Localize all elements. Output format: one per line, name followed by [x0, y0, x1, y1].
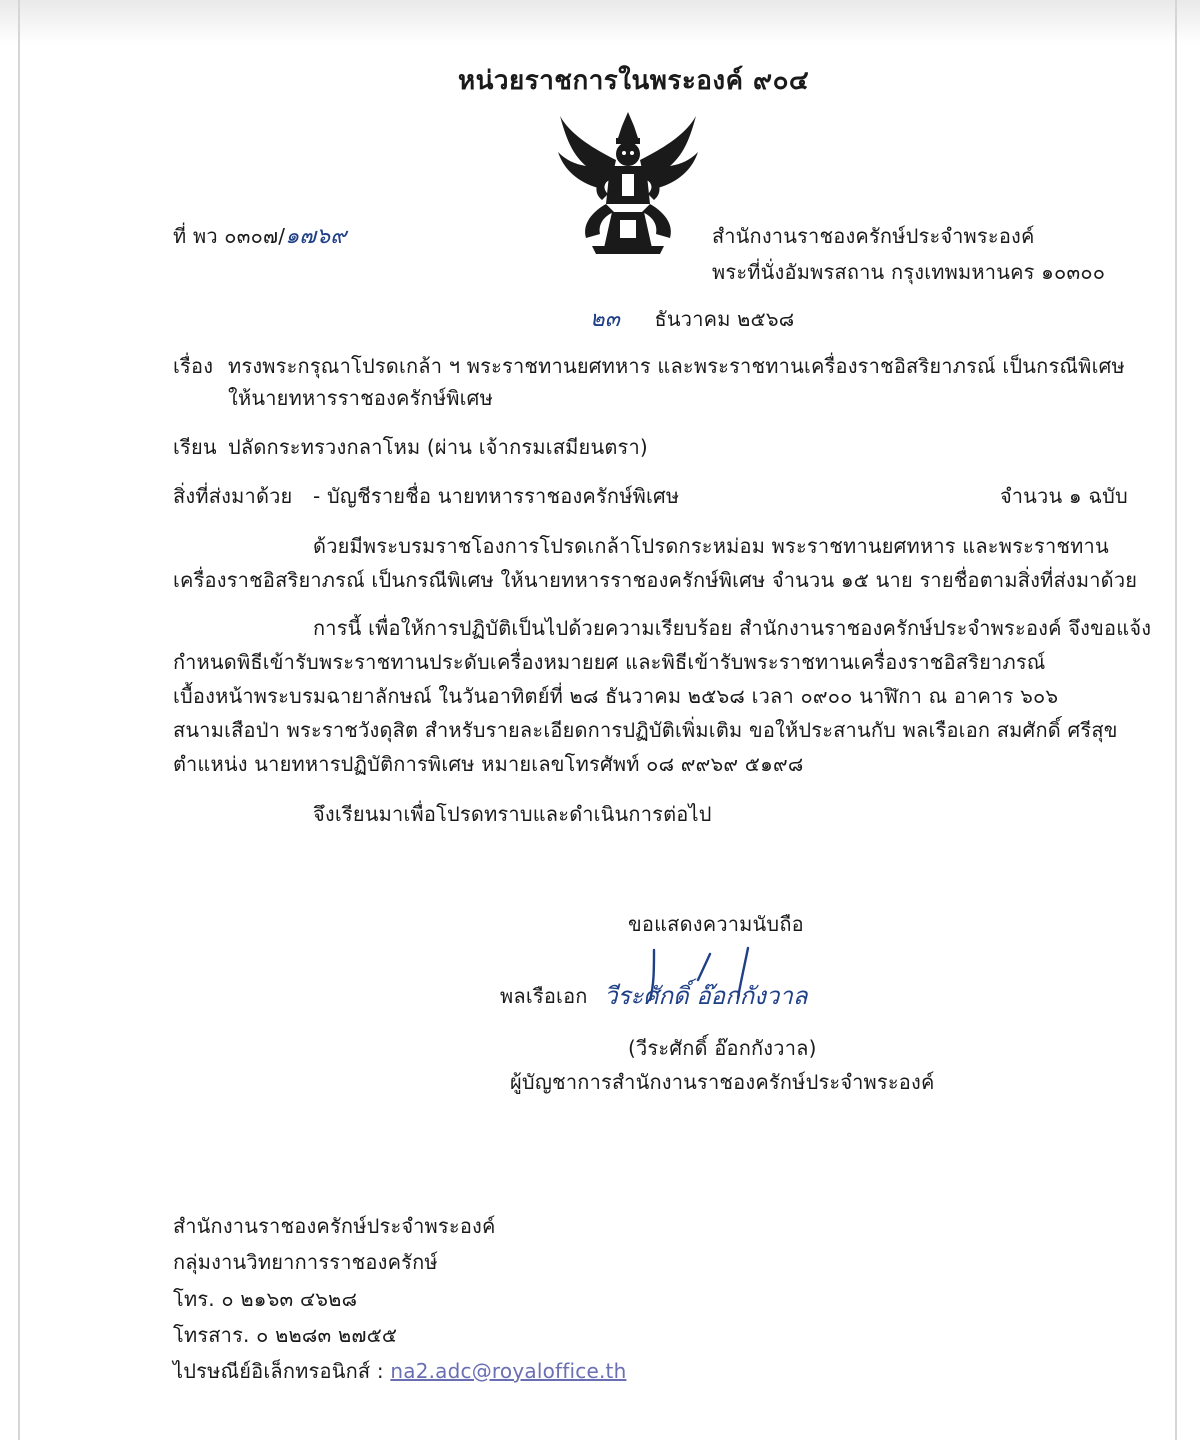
subject-label: เรื่อง [173, 354, 214, 378]
footer-telephone: โทร. ๐ ๒๑๖๓ ๔๖๒๘ [173, 1287, 358, 1311]
office-address: พระที่นั่งอัมพรสถาน กรุงเทพมหานคร ๑๐๓๐๐ [712, 260, 1106, 284]
recipient-label: เรียน [173, 435, 217, 459]
reference-number [173, 222, 347, 251]
recipient-value: ปลัดกระทรวงกลาโหม (ผ่าน เจ้ากรมเสมียนตรา) [228, 435, 648, 459]
garuda-emblem-icon [552, 108, 704, 258]
footer-fax: โทรสาร. ๐ ๒๒๘๓ ๒๗๕๕ [173, 1323, 398, 1347]
enclosure-item: - บัญชีรายชื่อ นายทหารราชองครักษ์พิเศษ [313, 484, 680, 508]
body-paragraph-2-line-1: การนี้ เพื่อให้การปฏิบัติเป็นไปด้วยความเรียบร้อย สำนักงานราชองครักษ์ประจำพระองค์ จึงขอแจ้ง [313, 616, 1152, 640]
scan-right-edge [1175, 0, 1177, 1440]
footer-office: สำนักงานราชองครักษ์ประจำพระองค์ [173, 1214, 496, 1238]
footer-email-label: ไปรษณีย์อิเล็กทรอนิกส์ : [173, 1359, 384, 1383]
footer-email-row [173, 1357, 626, 1385]
reference-prefix: ที่ พว ๐๓๐๗/ [173, 224, 286, 248]
scan-left-edge [18, 0, 20, 1440]
body-paragraph-2-line-3: เบื้องหน้าพระบรมฉายาลักษณ์ ในวันอาทิตย์ที่ ๒๘ ธันวาคม ๒๕๖๘ เวลา ๐๙๐๐ นาฬิกา ณ อาคาร ๖๐๖ [173, 684, 1059, 708]
footer-email-link[interactable]: na2.adc@royaloffice.th [390, 1359, 627, 1383]
enclosure-count: จำนวน ๑ ฉบับ [1000, 484, 1128, 508]
enclosure-label: สิ่งที่ส่งมาด้วย [173, 484, 293, 508]
signature-text: วีระศักดิ์ อ๊อกกังวาล [604, 982, 808, 1010]
reference-handwritten-number: ๑๗๖๙ [285, 224, 347, 249]
document-date [590, 305, 794, 334]
subject-line-2: ให้นายทหารราชองครักษ์พิเศษ [228, 386, 493, 410]
subject-line-1: ทรงพระกรุณาโปรดเกล้า ฯ พระราชทานยศทหาร และพระราชทานเครื่องราชอิสริยาภรณ์ เป็นกรณีพิเศษ [228, 354, 1125, 378]
closing-regards: ขอแสดงความนับถือ [628, 912, 804, 936]
page-title: หน่วยราชการในพระองค์ ๙๐๔ [458, 66, 810, 96]
date-month-year: ธันวาคม ๒๕๖๘ [654, 307, 795, 331]
signer-rank: พลเรือเอก [500, 984, 588, 1008]
body-paragraph-2-line-4: สนามเสือป่า พระราชวังดุสิต สำหรับรายละเอียดการปฏิบัติเพิ่มเติม ขอให้ประสานกับ พลเรือเอก สมศักดิ์ ศรีสุข [173, 718, 1118, 742]
handwritten-signature [598, 940, 838, 1030]
office-name: สำนักงานราชองครักษ์ประจำพระองค์ [712, 224, 1035, 248]
signer-position: ผู้บัญชาการสำนักงานราชองครักษ์ประจำพระองค์ [510, 1070, 935, 1094]
body-paragraph-1-line-2: เครื่องราชอิสริยาภรณ์ เป็นกรณีพิเศษ ให้นายทหารราชองครักษ์พิเศษ จำนวน ๑๕ นาย รายชื่อตามสิ่งที่ส่งมาด้วย [173, 568, 1138, 592]
body-paragraph-1-line-1: ด้วยมีพระบรมราชโองการโปรดเกล้าโปรดกระหม่อม พระราชทานยศทหาร และพระราชทาน [313, 534, 1109, 558]
scan-top-band [0, 0, 1200, 44]
body-paragraph-2-line-5: ตำแหน่ง นายทหารปฏิบัติการพิเศษ หมายเลขโทรศัพท์ ๐๘ ๙๙๖๙ ๕๑๙๘ [173, 752, 804, 776]
body-paragraph-2-line-2: กำหนดพิธีเข้ารับพระราชทานประดับเครื่องหมายยศ และพิธีเข้ารับพระราชทานเครื่องราชอิสริยาภรณ์ [173, 650, 1046, 674]
footer-group: กลุ่มงานวิทยาการราชองครักษ์ [173, 1250, 438, 1274]
date-handwritten-day: ๒๓ [590, 307, 620, 332]
body-paragraph-3: จึงเรียนมาเพื่อโปรดทราบและดำเนินการต่อไป [313, 802, 712, 826]
signer-name: (วีระศักดิ์ อ๊อกกังวาล) [628, 1036, 817, 1060]
